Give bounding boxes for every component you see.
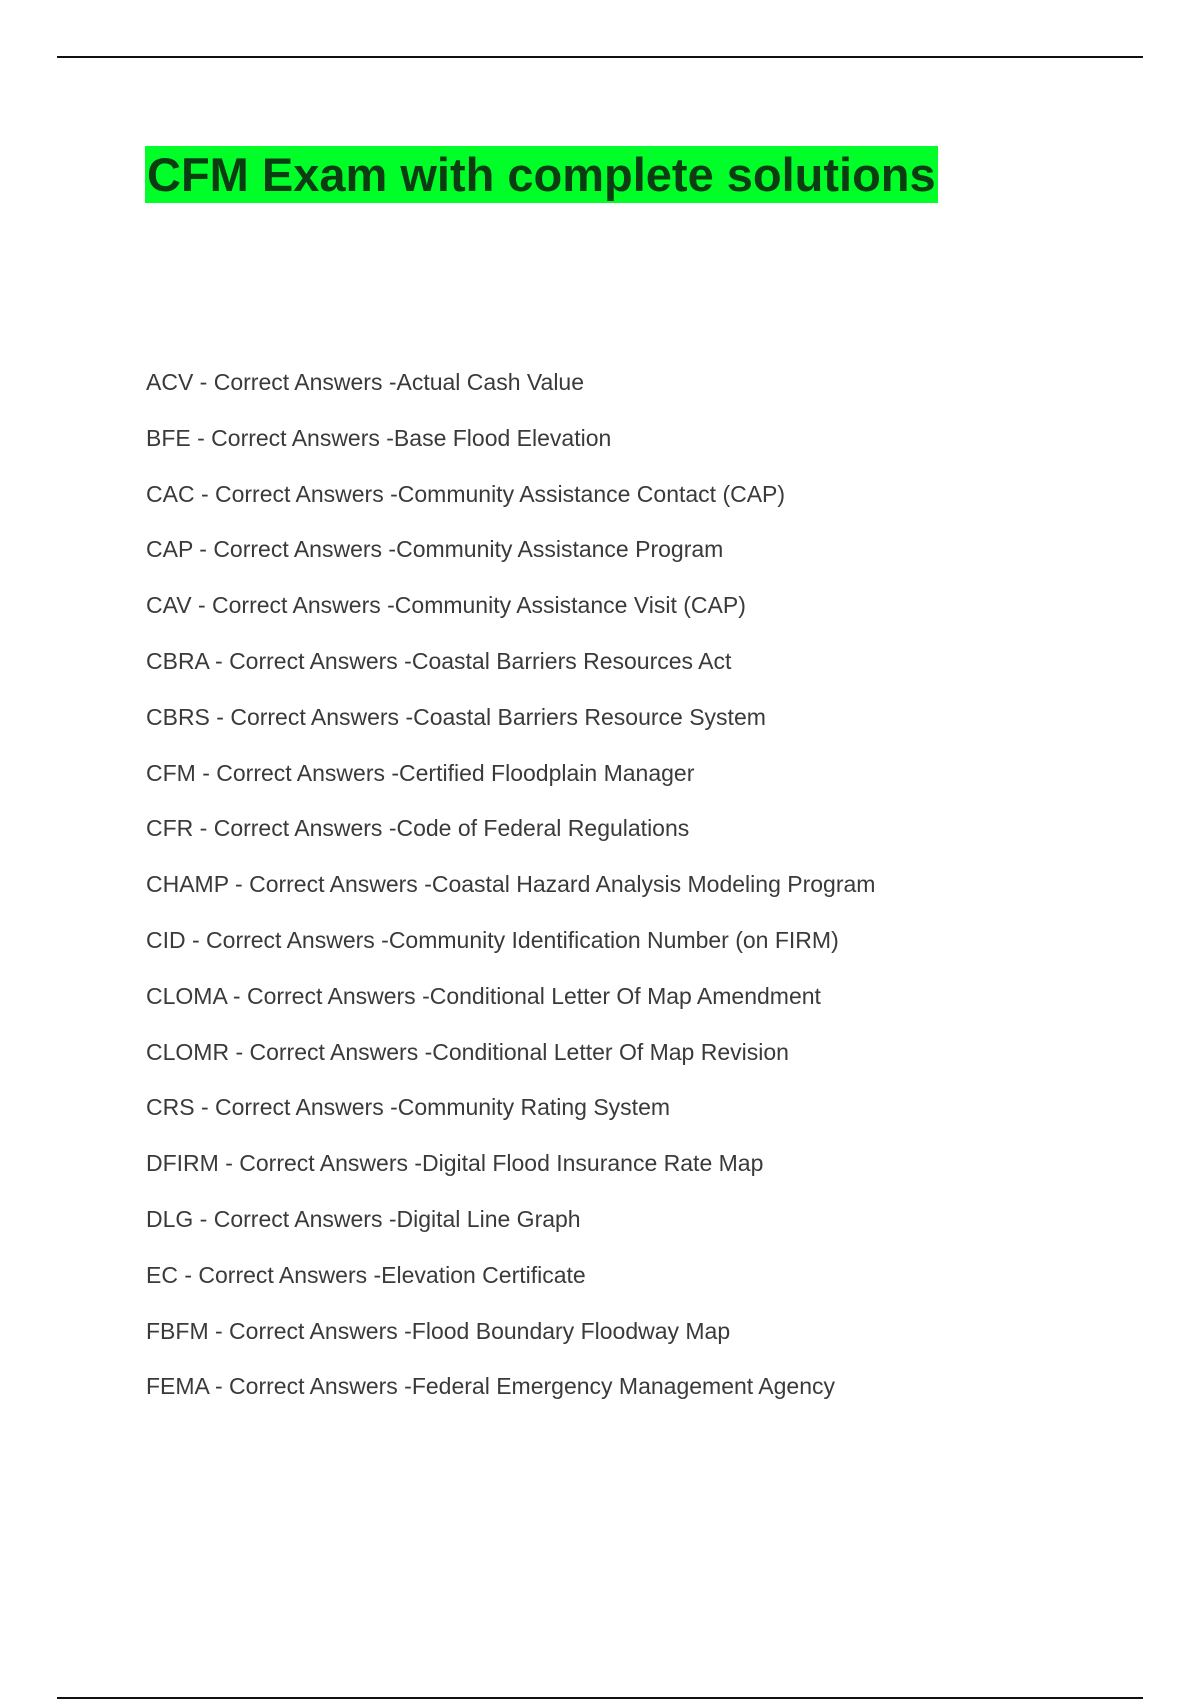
glossary-entry: CAC - Correct Answers -Community Assistance Contact (CAP) <box>146 480 786 507</box>
glossary-entry: FBFM - Correct Answers -Flood Boundary Floodway Map <box>146 1317 731 1344</box>
glossary-entry: CFM - Correct Answers -Certified Floodplain Manager <box>146 759 695 786</box>
glossary-entry: FEMA - Correct Answers -Federal Emergency Management Agency <box>146 1373 836 1400</box>
glossary-entry: DFIRM - Correct Answers -Digital Flood Insurance Rate Map <box>146 1150 764 1177</box>
glossary-entry: CLOMA - Correct Answers -Conditional Letter Of Map Amendment <box>146 982 821 1009</box>
document-title: CFM Exam with complete solutions <box>147 148 936 201</box>
glossary-list <box>146 364 875 1424</box>
glossary-entry: CAP - Correct Answers -Community Assistance Program <box>146 536 724 563</box>
glossary-entry: CAV - Correct Answers -Community Assistance Visit (CAP) <box>146 592 746 619</box>
glossary-entry: CHAMP - Correct Answers -Coastal Hazard Analysis Modeling Program <box>146 871 876 898</box>
glossary-entry: CBRA - Correct Answers -Coastal Barriers Resources Act <box>146 647 732 674</box>
top-rule <box>57 56 1143 58</box>
glossary-entry: CBRS - Correct Answers -Coastal Barriers Resource System <box>146 703 766 730</box>
bottom-rule <box>57 1697 1143 1699</box>
glossary-entry: DLG - Correct Answers -Digital Line Graph <box>146 1205 581 1232</box>
glossary-entry: ACV - Correct Answers -Actual Cash Value <box>146 369 585 395</box>
glossary-entry: CRS - Correct Answers -Community Rating System <box>146 1094 671 1121</box>
glossary-entry: CID - Correct Answers -Community Identification Number (on FIRM) <box>146 926 839 953</box>
glossary-entry: CLOMR - Correct Answers -Conditional Letter Of Map Revision <box>146 1038 789 1065</box>
glossary-entry: CFR - Correct Answers -Code of Federal Regulations <box>146 815 690 842</box>
glossary-entry: EC - Correct Answers -Elevation Certificate <box>146 1261 586 1288</box>
glossary-entry: BFE - Correct Answers -Base Flood Elevation <box>146 424 612 451</box>
